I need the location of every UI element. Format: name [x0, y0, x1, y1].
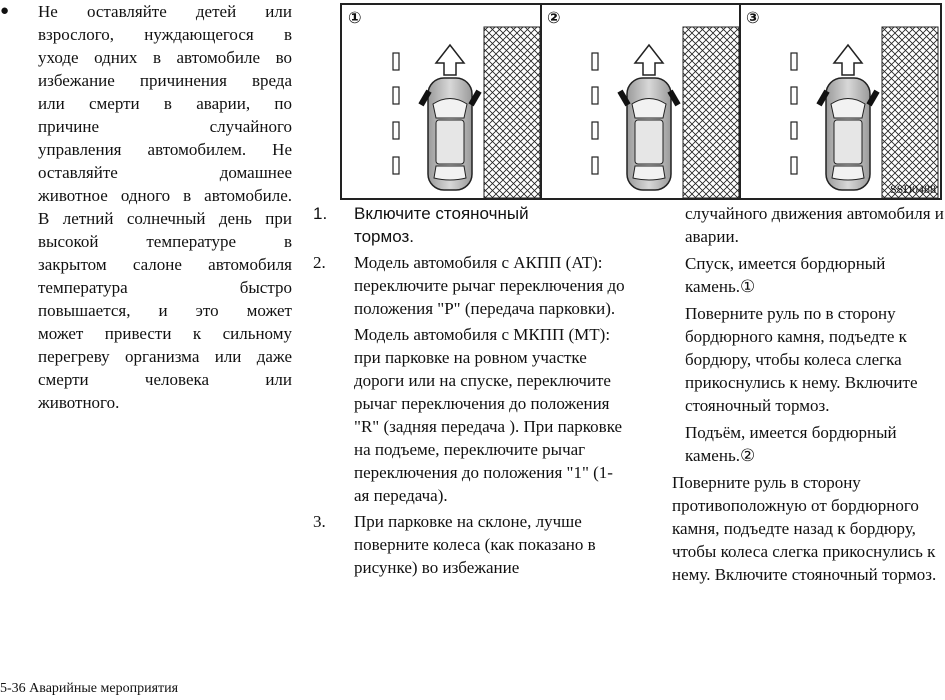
instructions-continued: [672, 202, 945, 586]
car-roof: [834, 120, 862, 164]
warning-line: причине случайного: [38, 117, 292, 136]
car-rear-window: [832, 166, 864, 180]
warning-line: смерти человека или: [38, 370, 292, 389]
lane-dash: [393, 53, 399, 70]
forward-arrow-icon: [834, 45, 862, 75]
car-roof: [436, 120, 464, 164]
warning-line: уходе одних в автомобиле во: [38, 48, 292, 67]
panel-label: ①: [348, 8, 362, 27]
warning-line: управления автомобилем. Не: [38, 140, 292, 159]
warning-line: Не оставляйте детей или: [38, 2, 292, 21]
lane-dash: [791, 122, 797, 139]
warning-line: высокой температуре в: [38, 232, 292, 251]
step-number: 1.: [313, 204, 328, 223]
forward-arrow-icon: [436, 45, 464, 75]
lane-dash: [592, 87, 598, 104]
lane-dash: [791, 157, 797, 174]
figure-code: SSD0488: [889, 182, 936, 196]
panel-label: ③: [746, 8, 760, 27]
curb-hatching: [484, 27, 540, 198]
case-2-text: Поверните руль в сторону противоположную от бордюрного камня, подъедте назад к бордюру, чтобы колеса слегка прикоснулись к нему. Включите стояночный тормоз.: [672, 473, 937, 584]
car-roof: [635, 120, 663, 164]
car-windshield: [831, 99, 865, 119]
parking-diagram: [342, 5, 940, 198]
warning-line: животного.: [38, 393, 120, 412]
warning-text: [38, 0, 292, 414]
warning-line: перегреву организма или даже: [38, 347, 292, 366]
page-footer: 5-36 Аварийные мероприятия: [0, 681, 179, 696]
step-text: Включите стояночный тормоз.: [354, 204, 529, 246]
step-number: 3.: [313, 512, 326, 531]
warning-line: животное одного в автомобиле.: [38, 186, 292, 205]
warning-block: [0, 0, 292, 414]
warning-line: или смерти в аварии, по: [38, 94, 292, 113]
car-rear-window: [633, 166, 665, 180]
warning-line: оставляйте домашнее: [38, 163, 292, 182]
warning-line: взрослого, нуждающегося в: [38, 25, 292, 44]
case-1-title: Спуск, имеется бордюрный камень.①: [685, 254, 886, 296]
car-windshield: [433, 99, 467, 119]
step-text: Модель автомобиля с АКПП (AT): переключите рычаг переключения до положения "P" (передача парковки).: [354, 253, 625, 318]
parking-figure: [340, 3, 942, 200]
instructions-column: [313, 202, 628, 582]
step-3-continued: случайного движения автомобиля и аварии.: [685, 204, 944, 246]
car-windshield: [632, 99, 666, 119]
step-number: 2.: [313, 253, 326, 272]
bullet-icon: ●: [0, 3, 10, 19]
case-2-title: Подъём, имеется бордюрный камень.②: [685, 423, 897, 465]
curb-hatching: [683, 27, 739, 198]
warning-line: может привести к сильному: [38, 324, 292, 343]
step-3: [313, 510, 628, 579]
forward-arrow-icon: [635, 45, 663, 75]
warning-line: повышается, и это может: [38, 301, 292, 320]
step-text: При парковке на склоне, лучше поверните колеса (как показано в рисунке) во избежание: [354, 512, 596, 577]
lane-dash: [393, 157, 399, 174]
curb-hatching: [882, 27, 938, 198]
lane-dash: [393, 122, 399, 139]
warning-line: избежание причинения вреда: [38, 71, 292, 90]
step-2: [313, 251, 628, 507]
lane-dash: [592, 157, 598, 174]
lane-dash: [592, 122, 598, 139]
lane-dash: [791, 87, 797, 104]
lane-dash: [393, 87, 399, 104]
step-subtext: Модель автомобиля с МКПП (MT): при парковке на ровном участке дороги или на спуске, переключите рычаг переключения до положения "R" (задняя передача ). При парковке на подъеме, переключите рычаг переключения до положения "1" (1-ая передача).: [354, 325, 623, 505]
lane-dash: [592, 53, 598, 70]
case-1-text: Поверните руль по в сторону бордюрного камня, подъедте к бордюру, чтобы колеса слегка прикоснулись к нему. Включите стояночный тормоз.: [685, 304, 918, 415]
warning-line: температура быстро: [38, 278, 292, 297]
lane-dash: [791, 53, 797, 70]
step-1: [313, 202, 628, 248]
panel-label: ②: [547, 8, 561, 27]
car-rear-window: [434, 166, 466, 180]
warning-line: В летний солнечный день при: [38, 209, 292, 228]
warning-line: закрытом салоне автомобиля: [38, 255, 292, 274]
